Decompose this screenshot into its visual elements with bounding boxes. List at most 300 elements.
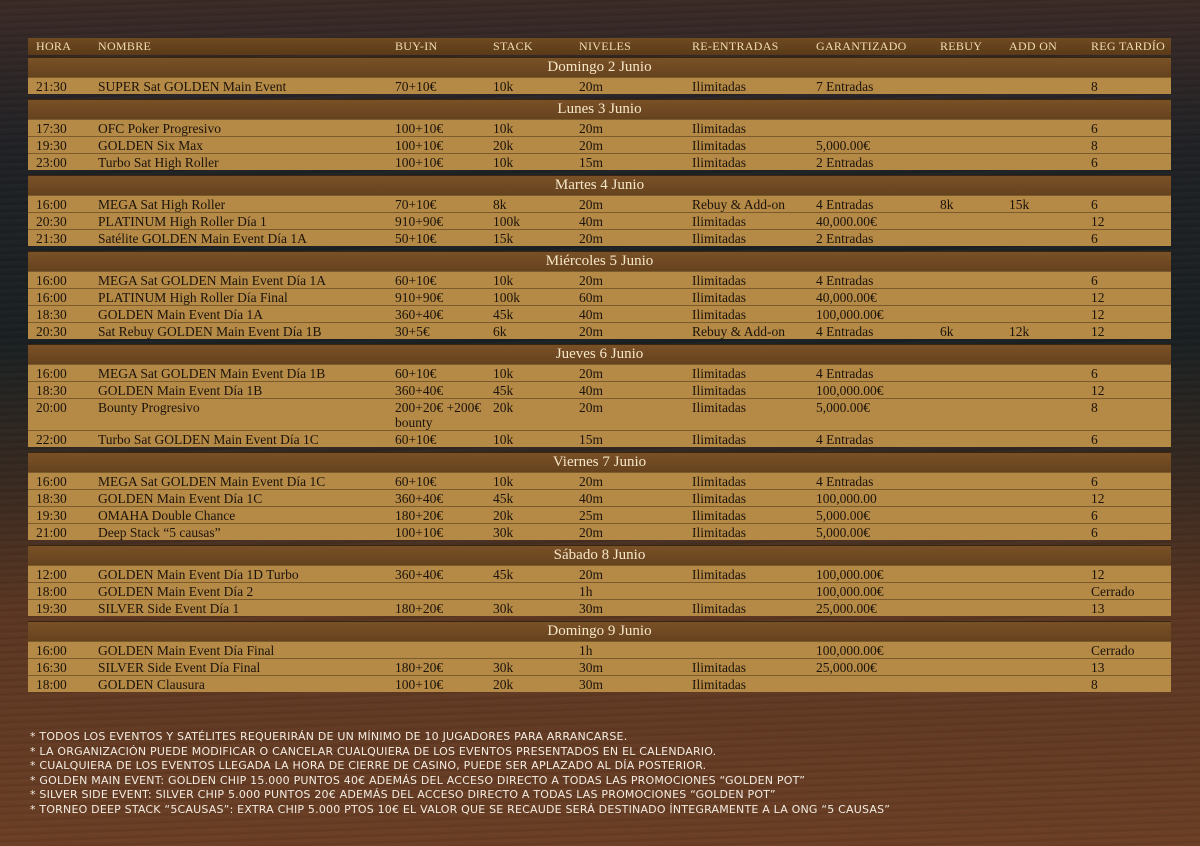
cell-reentradas: Ilimitadas [692,366,746,381]
day-title: Domingo 2 Junio [28,57,1171,77]
cell-buyin: 360+40€ [395,567,444,582]
cell-garantizado: 100,000.00€ [816,567,884,582]
cell-addon: 15k [1009,197,1030,212]
cell-addon [1001,382,1083,383]
cell-stack: 100k [493,214,520,229]
cell-addon [1001,399,1083,400]
cell-buyin: 180+20€ [395,508,444,523]
cell-nombre: PLATINUM High Roller Día Final [98,290,288,305]
cell-reg-tardio: 6 [1091,197,1098,212]
cell-reg-tardio: 6 [1091,155,1098,170]
cell-stack: 20k [493,400,514,415]
cell-niveles: 20m [579,400,604,415]
footnote: * SILVER SIDE EVENT: SILVER CHIP 5.000 PUNTOS 20€ ADEMÁS DEL ACCESO DIRECTO A TODAS LAS PROMOCIONES “GOLDEN POT” [30,788,776,801]
cell-garantizado: 7 Entradas [816,79,874,94]
cell-nombre: GOLDEN Six Max [98,138,203,153]
cell-buyin: 100+10€ [395,525,444,540]
cell-reg-tardio: 6 [1091,432,1098,447]
cell-reentradas: Ilimitadas [692,273,746,288]
cell-rebuy [932,306,1001,307]
table-row [28,523,1171,540]
cell-nombre: MEGA Sat High Roller [98,197,226,212]
cell-garantizado: 100,000.00€ [816,584,884,599]
cell-stack: 10k [493,273,514,288]
cell-reg-tardio: Cerrado [1091,584,1135,599]
cell-hora: 21:30 [36,79,67,94]
cell-reentradas: Ilimitadas [692,660,746,675]
cell-stack: 15k [493,231,514,246]
header-reg-tardio: REG TARDÍO [1091,39,1166,53]
cell-niveles: 40m [579,214,604,229]
cell-addon [1001,154,1083,155]
header-reentradas: RE-ENTRADAS [692,39,779,53]
cell-addon [1001,431,1083,432]
cell-reg-tardio: 12 [1091,567,1105,582]
cell-buyin: 360+40€ [395,307,444,322]
footnotes [30,730,1180,817]
cell-nombre: OFC Poker Progresivo [98,121,222,136]
cell-stack: 30k [493,660,514,675]
footnote: * TORNEO DEEP STACK “5CAUSAS”: EXTRA CHIP 5.000 PTOS 10€ EL VALOR QUE SE RECAUDE SERÁ DESTINADO ÍNTEGRAMENTE A LA ONG “5 CAUSAS” [30,802,891,816]
cell-reg-tardio: 13 [1091,660,1105,675]
cell-garantizado: 4 Entradas [816,432,874,447]
day-section [28,57,1171,94]
table-row [28,322,1171,339]
cell-reentradas: Ilimitadas [692,214,746,229]
cell-niveles: 20m [579,197,604,212]
cell-reg-tardio: 6 [1091,273,1098,288]
table-row [28,305,1171,322]
cell-hora: 19:30 [36,508,67,523]
cell-niveles: 20m [579,366,604,381]
table-row [28,599,1171,616]
cell-rebuy [932,230,1001,231]
cell-hora: 16:00 [36,474,67,489]
cell-buyin: 100+10€ [395,155,444,170]
cell-niveles: 30m [579,677,604,692]
cell-buyin: 200+20€ +200€ bounty [395,400,482,430]
table-row [28,506,1171,523]
cell-stack: 10k [493,155,514,170]
table-row [28,271,1171,288]
cell-niveles: 20m [579,79,604,94]
cell-reentradas: Ilimitadas [692,290,746,305]
day-section [28,251,1171,339]
header-hora: HORA [36,39,72,53]
day-title: Viernes 7 Junio [28,452,1171,472]
day-section [28,344,1171,447]
cell-reg-tardio: 6 [1091,231,1098,246]
cell-garantizado: 25,000.00€ [816,660,877,675]
cell-rebuy [932,507,1001,508]
cell-reg-tardio: 6 [1091,508,1098,523]
cell-buyin: 60+10€ [395,273,437,288]
cell-addon [1001,507,1083,508]
cell-nombre: OMAHA Double Chance [98,508,236,523]
cell-rebuy [932,120,1001,121]
cell-addon [1001,365,1083,366]
day-section [28,545,1171,616]
cell-garantizado: 5,000.00€ [816,525,870,540]
table-row [28,136,1171,153]
cell-garantizado: 100,000.00€ [816,307,884,322]
cell-niveles: 40m [579,307,604,322]
cell-stack: 30k [493,525,514,540]
cell-hora: 16:00 [36,273,67,288]
cell-reentradas: Ilimitadas [692,474,746,489]
cell-reg-tardio: 12 [1091,214,1105,229]
cell-buyin: 60+10€ [395,474,437,489]
cell-stack: 10k [493,121,514,136]
cell-hora: 16:00 [36,290,67,305]
cell-buyin: 360+40€ [395,491,444,506]
cell-rebuy: 8k [940,197,954,212]
header-addon: ADD ON [1009,39,1058,53]
cell-reg-tardio: 6 [1091,121,1098,136]
cell-stack: 10k [493,474,514,489]
cell-reentradas: Ilimitadas [692,677,746,692]
cell-niveles: 20m [579,231,604,246]
cell-niveles: 20m [579,567,604,582]
cell-rebuy [932,473,1001,474]
day-section [28,452,1171,540]
cell-reentradas: Ilimitadas [692,383,746,398]
table-row [28,430,1171,447]
cell-reentradas: Ilimitadas [692,525,746,540]
cell-nombre: GOLDEN Clausura [98,677,205,692]
table-row [28,675,1171,692]
cell-reentradas: Ilimitadas [692,567,746,582]
cell-rebuy [932,399,1001,400]
cell-rebuy [932,659,1001,660]
header-nombre: NOMBRE [98,39,152,53]
cell-garantizado: 4 Entradas [816,273,874,288]
cell-nombre: MEGA Sat GOLDEN Main Event Día 1B [98,366,326,381]
cell-stack: 8k [493,197,507,212]
cell-rebuy [932,289,1001,290]
cell-hora: 16:00 [36,643,67,658]
table-row [28,641,1171,658]
cell-stack: 10k [493,366,514,381]
cell-nombre: GOLDEN Main Event Día 1D Turbo [98,567,299,582]
cell-stack: 30k [493,601,514,616]
cell-hora: 20:30 [36,214,67,229]
cell-rebuy [932,642,1001,643]
cell-buyin [387,642,485,643]
footnote: * GOLDEN MAIN EVENT: GOLDEN CHIP 15.000 PUNTOS 40€ ADEMÁS DEL ACCESO DIRECTO A TODAS LAS PROMOCIONES “GOLDEN POT” [30,773,806,787]
cell-reentradas [684,583,808,584]
table-row [28,658,1171,675]
cell-niveles: 20m [579,138,604,153]
cell-addon [1001,78,1083,79]
day-title: Sábado 8 Junio [28,545,1171,565]
cell-rebuy [932,600,1001,601]
cell-reg-tardio: 12 [1091,307,1105,322]
table-row [28,229,1171,246]
cell-niveles: 40m [579,383,604,398]
cell-addon [1001,137,1083,138]
day-title: Domingo 9 Junio [28,621,1171,641]
cell-stack: 20k [493,677,514,692]
table-row [28,381,1171,398]
cell-hora: 22:00 [36,432,67,447]
cell-garantizado [808,120,932,121]
cell-hora: 18:30 [36,307,67,322]
cell-reentradas: Ilimitadas [692,231,746,246]
cell-rebuy [932,676,1001,677]
cell-reentradas: Ilimitadas [692,121,746,136]
cell-rebuy [932,583,1001,584]
cell-rebuy [932,431,1001,432]
cell-buyin: 910+90€ [395,290,444,305]
day-title: Martes 4 Junio [28,175,1171,195]
table-row [28,119,1171,136]
cell-buyin: 100+10€ [395,138,444,153]
cell-addon [1001,659,1083,660]
cell-niveles: 1h [579,643,593,658]
cell-reentradas [684,642,808,643]
cell-buyin: 100+10€ [395,121,444,136]
cell-stack [485,642,571,643]
cell-buyin: 360+40€ [395,383,444,398]
cell-nombre: Turbo Sat High Roller [98,155,219,170]
cell-reentradas: Ilimitadas [692,307,746,322]
cell-nombre: GOLDEN Main Event Día 1B [98,383,263,398]
day-title: Lunes 3 Junio [28,99,1171,119]
cell-hora: 17:30 [36,121,67,136]
cell-rebuy [932,272,1001,273]
table-row [28,364,1171,381]
cell-addon [1001,272,1083,273]
cell-nombre: GOLDEN Main Event Día Final [98,643,275,658]
cell-reg-tardio: 12 [1091,383,1105,398]
cell-reentradas: Rebuy & Add-on [692,197,785,212]
cell-rebuy [932,524,1001,525]
header-niveles: NIVELES [579,39,632,53]
cell-rebuy [932,365,1001,366]
cell-hora: 16:00 [36,366,67,381]
cell-niveles: 20m [579,324,604,339]
cell-stack: 45k [493,491,514,506]
table-row [28,565,1171,582]
table-row [28,398,1171,430]
cell-reg-tardio: 12 [1091,290,1105,305]
cell-nombre: Bounty Progresivo [98,400,200,415]
cell-nombre: SUPER Sat GOLDEN Main Event [98,79,287,94]
cell-addon: 12k [1009,324,1030,339]
cell-rebuy [932,213,1001,214]
cell-reentradas: Ilimitadas [692,155,746,170]
cell-garantizado: 4 Entradas [816,366,874,381]
cell-addon [1001,306,1083,307]
cell-addon [1001,490,1083,491]
cell-stack: 10k [493,432,514,447]
cell-niveles: 20m [579,474,604,489]
cell-hora: 18:00 [36,677,67,692]
cell-reg-tardio: 12 [1091,491,1105,506]
cell-buyin: 70+10€ [395,79,437,94]
table-row [28,472,1171,489]
cell-addon [1001,642,1083,643]
cell-stack: 45k [493,307,514,322]
cell-buyin: 180+20€ [395,660,444,675]
cell-nombre: GOLDEN Main Event Día 1A [98,307,263,322]
header-stack: STACK [493,39,533,53]
cell-hora: 21:30 [36,231,67,246]
cell-buyin: 70+10€ [395,197,437,212]
cell-reentradas: Rebuy & Add-on [692,324,785,339]
cell-garantizado [808,676,932,677]
cell-hora: 18:30 [36,383,67,398]
cell-stack: 20k [493,508,514,523]
header-buyin: BUY-IN [395,39,438,53]
day-section [28,99,1171,170]
cell-hora: 20:00 [36,400,67,415]
cell-garantizado: 25,000.00€ [816,601,877,616]
cell-hora: 18:00 [36,584,67,599]
table-row [28,288,1171,305]
cell-niveles: 15m [579,155,604,170]
cell-garantizado: 40,000.00€ [816,290,877,305]
cell-niveles: 15m [579,432,604,447]
cell-garantizado: 40,000.00€ [816,214,877,229]
cell-buyin: 50+10€ [395,231,437,246]
cell-niveles: 30m [579,660,604,675]
cell-nombre: Satélite GOLDEN Main Event Día 1A [98,231,307,246]
cell-reentradas: Ilimitadas [692,432,746,447]
cell-reentradas: Ilimitadas [692,508,746,523]
cell-addon [1001,566,1083,567]
cell-stack: 45k [493,567,514,582]
cell-nombre: SILVER Side Event Día 1 [98,601,240,616]
cell-niveles: 1h [579,584,593,599]
cell-hora: 21:00 [36,525,67,540]
cell-addon [1001,230,1083,231]
cell-addon [1001,289,1083,290]
cell-reg-tardio: 8 [1091,400,1098,415]
day-title: Jueves 6 Junio [28,344,1171,364]
cell-garantizado: 2 Entradas [816,155,874,170]
cell-garantizado: 2 Entradas [816,231,874,246]
cell-buyin: 910+90€ [395,214,444,229]
cell-nombre: MEGA Sat GOLDEN Main Event Día 1A [98,273,326,288]
table-row [28,489,1171,506]
cell-rebuy [932,382,1001,383]
cell-niveles: 20m [579,525,604,540]
cell-rebuy [932,490,1001,491]
cell-addon [1001,600,1083,601]
cell-reentradas: Ilimitadas [692,400,746,415]
cell-rebuy [932,78,1001,79]
day-section [28,175,1171,246]
table-row [28,195,1171,212]
cell-addon [1001,676,1083,677]
cell-garantizado: 100,000.00 [816,491,877,506]
cell-addon [1001,524,1083,525]
day-sections [28,57,1171,692]
cell-reentradas: Ilimitadas [692,79,746,94]
cell-buyin: 60+10€ [395,366,437,381]
cell-niveles: 20m [579,121,604,136]
cell-garantizado: 4 Entradas [816,474,874,489]
cell-reentradas: Ilimitadas [692,601,746,616]
cell-niveles: 60m [579,290,604,305]
footnote: * CUALQUIERA DE LOS EVENTOS LLEGADA LA HORA DE CIERRE DE CASINO, PUEDE SER APLAZADO AL DÍA POSTERIOR. [30,759,707,772]
cell-nombre: MEGA Sat GOLDEN Main Event Día 1C [98,474,326,489]
cell-niveles: 25m [579,508,604,523]
schedule-table [28,38,1171,697]
cell-addon [1001,120,1083,121]
cell-hora: 18:30 [36,491,67,506]
cell-stack: 6k [493,324,507,339]
cell-addon [1001,213,1083,214]
day-section [28,621,1171,692]
cell-hora: 19:30 [36,138,67,153]
cell-reg-tardio: 13 [1091,601,1105,616]
cell-garantizado: 5,000.00€ [816,400,870,415]
cell-hora: 16:30 [36,660,67,675]
cell-garantizado: 100,000.00€ [816,383,884,398]
cell-reentradas: Ilimitadas [692,138,746,153]
table-row [28,77,1171,94]
cell-stack: 45k [493,383,514,398]
cell-rebuy: 6k [940,324,954,339]
table-header-row [28,38,1171,55]
cell-stack [485,583,571,584]
cell-hora: 19:30 [36,601,67,616]
cell-garantizado: 100,000.00€ [816,643,884,658]
cell-buyin: 100+10€ [395,677,444,692]
header-rebuy: REBUY [940,39,983,53]
cell-niveles: 30m [579,601,604,616]
cell-addon [1001,583,1083,584]
cell-reentradas: Ilimitadas [692,491,746,506]
table-row [28,582,1171,599]
cell-hora: 16:00 [36,197,67,212]
cell-stack: 20k [493,138,514,153]
cell-reg-tardio: 8 [1091,79,1098,94]
cell-reg-tardio: 6 [1091,474,1098,489]
cell-niveles: 40m [579,491,604,506]
cell-stack: 10k [493,79,514,94]
cell-reg-tardio: 6 [1091,525,1098,540]
cell-buyin: 60+10€ [395,432,437,447]
cell-nombre: SILVER Side Event Día Final [98,660,261,675]
cell-buyin [387,583,485,584]
cell-hora: 12:00 [36,567,67,582]
cell-nombre: GOLDEN Main Event Día 2 [98,584,254,599]
table-row [28,153,1171,170]
table-row [28,212,1171,229]
cell-hora: 23:00 [36,155,67,170]
cell-niveles: 20m [579,273,604,288]
cell-rebuy [932,137,1001,138]
cell-buyin: 30+5€ [395,324,430,339]
cell-reg-tardio: 8 [1091,677,1098,692]
cell-garantizado: 4 Entradas [816,324,874,339]
cell-reg-tardio: 8 [1091,138,1098,153]
cell-nombre: Sat Rebuy GOLDEN Main Event Día 1B [98,324,322,339]
cell-nombre: GOLDEN Main Event Día 1C [98,491,263,506]
cell-reg-tardio: 12 [1091,324,1105,339]
footnote: * TODOS LOS EVENTOS Y SATÉLITES REQUERIRÁN DE UN MÍNIMO DE 10 JUGADORES PARA ARRANCARSE. [30,730,628,743]
cell-reg-tardio: 6 [1091,366,1098,381]
day-title: Miércoles 5 Junio [28,251,1171,271]
cell-buyin: 180+20€ [395,601,444,616]
cell-nombre: Deep Stack “5 causas” [98,525,221,540]
cell-rebuy [932,566,1001,567]
cell-addon [1001,473,1083,474]
